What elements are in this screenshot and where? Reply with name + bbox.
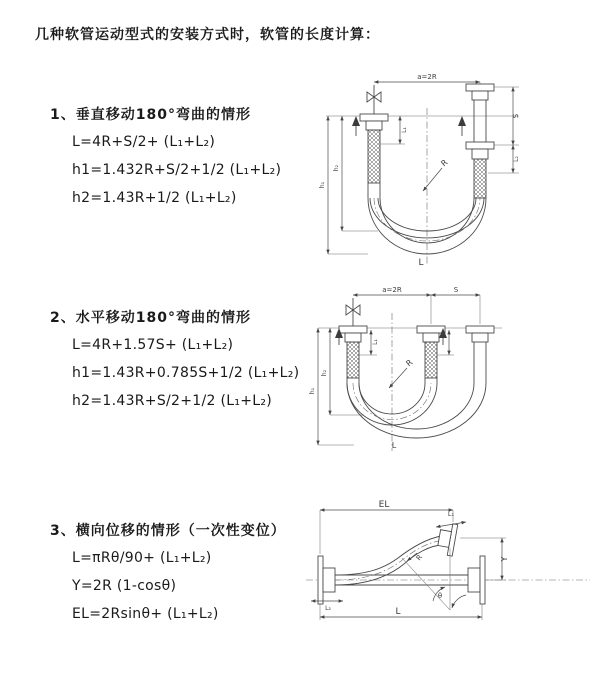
formula-line: h2=1.43R+S/2+1/2 (L₁+L₂) [72,393,273,409]
hose-s-curve [335,536,443,585]
section-heading-text: 横向位移的情形（一次性变位） [75,523,286,539]
right-upper-fitting [466,84,494,142]
formula-line: L=πRθ/90+ (L₁+L₂) [72,550,212,566]
formula-line: h1=1.43R+0.785S+1/2 (L₁+L₂) [72,365,300,381]
formula-line: EL=2Rsinθ+ (L₁+L₂) [72,606,219,622]
right-flange-fitting [468,556,485,604]
radius-callout [389,358,415,388]
radius-label: R [439,157,450,169]
valve-icon [367,85,381,114]
section-number: 1、 [50,107,76,123]
section-1-heading [50,104,251,124]
formula-line: L=4R+1.57S+ (L₁+L₂) [72,337,234,353]
dim-l1-label: L₁ [401,127,408,133]
left-flange-fitting [318,556,335,604]
dim-h2-label: h₂ [321,369,328,377]
upper-flange-fitting [436,522,457,556]
dimension-l [320,604,482,620]
diagram-lateral-displacement [298,498,600,653]
section-2-heading [50,307,251,327]
hose-u-bend [347,383,486,438]
section-heading-text: 水平移动180°弯曲的情形 [75,310,251,326]
section-number: 3、 [50,523,76,539]
dimension-l1 [436,510,466,527]
dimension-a2r [353,286,480,324]
diagram-horizontal-180-bend [306,283,598,458]
formula-line: h2=1.43R+1/2 (L₁+L₂) [72,190,237,206]
dim-el-label: EL [378,500,390,510]
dim-h2-label: h₂ [333,164,340,172]
dim-h1-label: h₁ [309,387,316,395]
dimension-l2 [311,601,343,612]
right-ghost-fitting [466,326,494,383]
dim-y-label: Y [500,556,509,562]
right-lower-fitting [466,142,494,198]
radius-label: R [404,357,415,369]
valve-icon [346,298,360,326]
section-3-heading [50,520,286,540]
dim-h1-label: h₁ [319,181,326,189]
dim-l1-label: L₁ [372,339,379,345]
diagram-vertical-180-bend [312,70,597,268]
theta-label: θ [437,592,443,600]
left-flange-fitting [339,326,367,383]
dim-s-label: S [512,113,520,119]
formula-line: Y=2R (1-cosθ) [72,578,177,594]
length-label: L [395,607,401,617]
dim-l2-label: L₂ [513,156,520,162]
dimension-s [488,87,520,173]
page-title: 几种软管运动型式的安装方式时，软管的长度计算： [35,27,380,43]
section-heading-text: 垂直移动180°弯曲的情形 [75,107,251,123]
radius-label: R [414,553,425,563]
dim-a-label: a=2R [417,73,437,81]
dim-a-label: a=2R [382,286,402,294]
dimension-el [320,500,453,554]
dimension-a2r [374,73,480,85]
formula-line: h1=1.432R+S/2+1/2 (L₁+L₂) [72,162,282,178]
length-label: L [418,258,424,268]
section-3-formulas [72,544,219,628]
radius-callout [407,553,424,562]
length-label: L [391,441,397,450]
dimension-h1 [319,116,368,254]
formula-line: L=4R+S/2+ (L₁+L₂) [72,134,216,150]
section-number: 2、 [50,310,76,326]
dim-l1-label: L₁ [447,510,455,518]
left-flange-fitting [360,114,388,198]
dim-l2-label: L₂ [325,605,331,612]
dim-s-label: S [453,286,459,294]
section-1-formulas [72,128,281,212]
dimension-s [431,286,480,295]
section-2-formulas [72,331,299,415]
dimension-l1 [359,330,454,355]
